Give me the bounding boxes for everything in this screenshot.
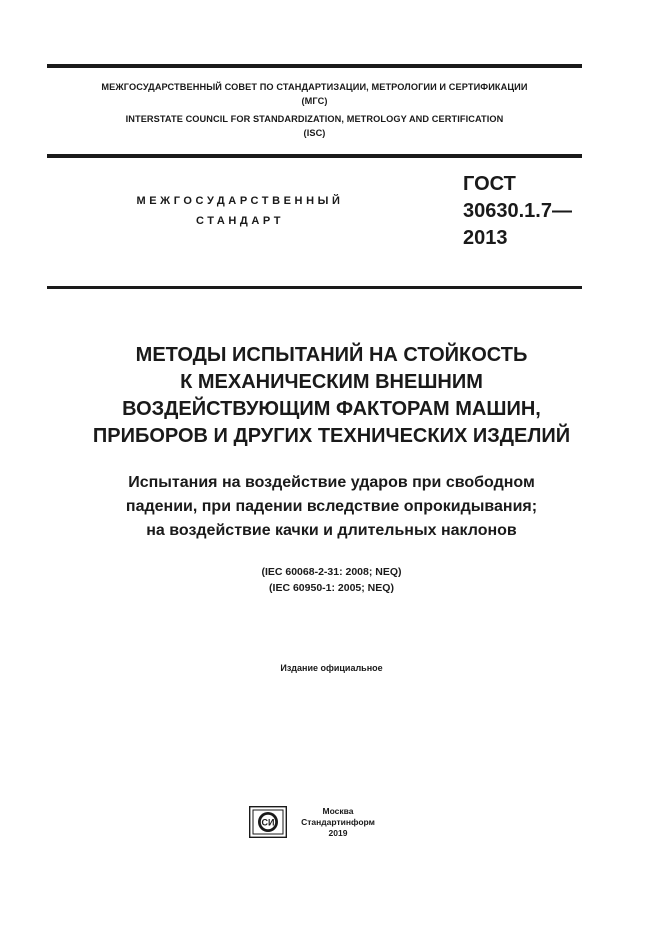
- header-bottom-rule: [47, 286, 582, 289]
- council-name-en: [47, 112, 582, 140]
- title-line: ВОЗДЕЙСТВУЮЩИМ ФАКТОРАМ МАШИН,: [122, 398, 541, 420]
- subtitle-line: Испытания на воздействие ударов при свободном: [128, 474, 535, 491]
- gost-number: 30630.1.7—: [463, 200, 572, 222]
- document-title: [47, 342, 616, 450]
- council-bottom-rule: [47, 154, 582, 158]
- council-abbr-ru: (МГС): [301, 96, 328, 106]
- council-abbr-en: (ISC): [303, 128, 326, 138]
- council-name-ru-line1: МЕЖГОСУДАРСТВЕННЫЙ СОВЕТ ПО СТАНДАРТИЗАЦИИ, МЕТРОЛОГИИ И СЕРТИФИКАЦИИ: [101, 82, 528, 92]
- edition-label: Издание официальное: [280, 663, 383, 673]
- gost-year: 2013: [463, 227, 508, 249]
- standartinform-logo-icon: [249, 806, 287, 838]
- title-line: МЕТОДЫ ИСПЫТАНИЙ НА СТОЙКОСТЬ: [135, 344, 528, 366]
- iec-references: [47, 564, 616, 596]
- subtitle-line: падении, при падении вследствие опрокидывания;: [125, 498, 538, 515]
- publisher-city: Москва: [322, 806, 354, 816]
- standard-type: [100, 191, 380, 231]
- title-line: К МЕХАНИЧЕСКИМ ВНЕШНИМ: [180, 371, 483, 393]
- gost-prefix: ГОСТ: [463, 173, 516, 195]
- standard-type-line1: МЕЖГОСУДАРСТВЕННЫЙ: [136, 195, 344, 207]
- subtitle-line: на воздействие качки и длительных наклонов: [146, 522, 517, 539]
- publication-year: 2019: [328, 828, 348, 838]
- iec-reference: (IEC 60950-1: 2005; NEQ): [269, 582, 394, 594]
- council-name-en-line1: INTERSTATE COUNCIL FOR STANDARDIZATION, METROLOGY AND CERTIFICATION: [125, 114, 504, 124]
- council-name-ru: [47, 80, 582, 108]
- gost-designation: [463, 171, 572, 252]
- top-rule: [47, 64, 582, 68]
- logo-text: СИ: [261, 817, 275, 828]
- standard-type-line2: СТАНДАРТ: [195, 215, 285, 227]
- document-subtitle: [47, 471, 616, 543]
- publisher-info: [298, 806, 378, 839]
- publisher-name: Стандартинформ: [301, 817, 375, 827]
- title-line: ПРИБОРОВ И ДРУГИХ ТЕХНИЧЕСКИХ ИЗДЕЛИЙ: [92, 425, 571, 447]
- iec-reference: (IEC 60068-2-31: 2008; NEQ): [261, 566, 402, 578]
